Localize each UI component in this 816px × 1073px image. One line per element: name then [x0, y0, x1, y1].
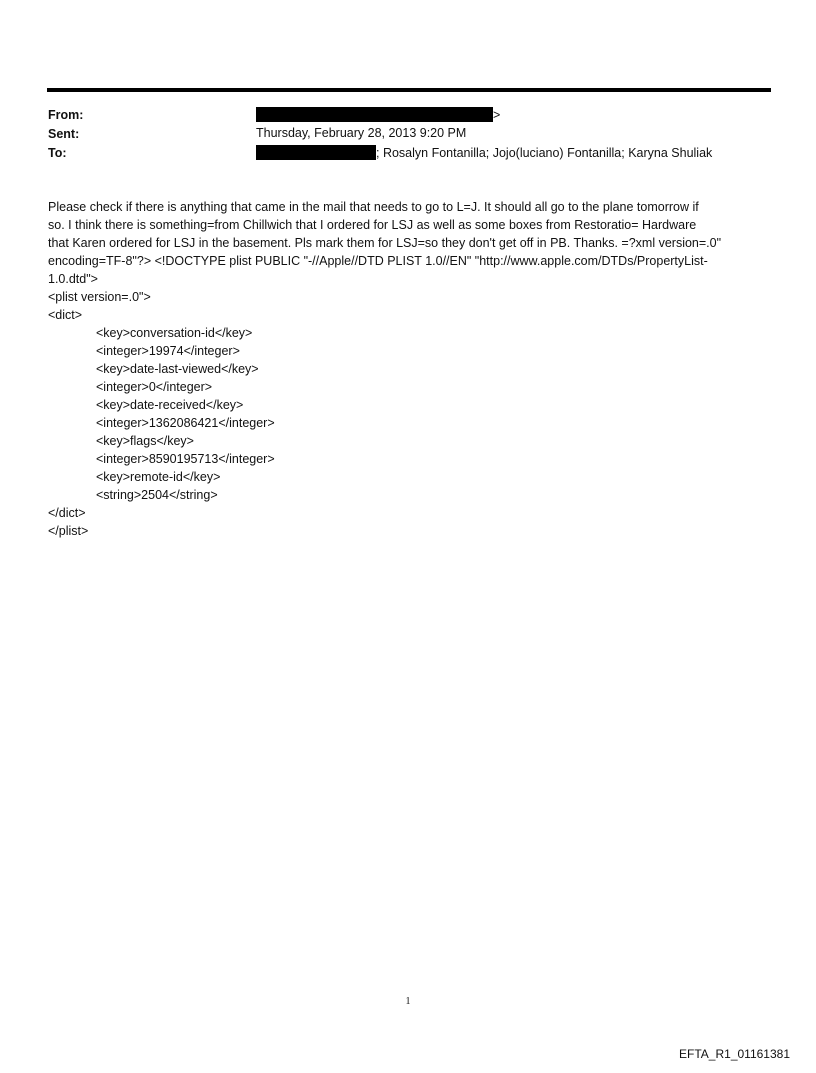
from-suffix: >: [493, 108, 501, 122]
dict-line: <key>remote-id</key>: [96, 470, 221, 484]
header-rule: [47, 88, 771, 92]
sent-label: Sent:: [48, 127, 80, 141]
dict-line: <integer>0</integer>: [96, 380, 213, 394]
to-label: To:: [48, 146, 67, 160]
dict-line: <integer>19974</integer>: [96, 344, 240, 358]
page-number: 1: [405, 996, 411, 1007]
message-body: [48, 198, 768, 540]
redaction-bar: [256, 145, 376, 160]
dict-line: <key>conversation-id</key>: [96, 326, 253, 340]
body-line: encoding=TF-8"?> <!DOCTYPE plist PUBLIC "-//Apple//DTD PLIST 1.0//EN" "http://www.apple.com/DTDs/PropertyList-: [48, 254, 708, 268]
redaction-bar: [256, 107, 493, 122]
bates-number: EFTA_R1_01161381: [679, 1047, 790, 1061]
dict-open: <dict>: [48, 308, 83, 322]
to-value: [256, 145, 712, 160]
body-line: so. I think there is something=from Chillwich that I ordered for LSJ as well as some boxes from Restoratio= Hardware: [48, 218, 697, 232]
dict-close: </dict>: [48, 506, 86, 520]
dict-line: <integer>1362086421</integer>: [96, 416, 275, 430]
dict-line: <key>date-last-viewed</key>: [96, 362, 259, 376]
dict-line: <string>2504</string>: [96, 488, 218, 502]
body-line: 1.0.dtd">: [48, 272, 98, 286]
plist-open: <plist version=.0">: [48, 290, 151, 304]
plist-close: </plist>: [48, 524, 89, 538]
to-recipients: ; Rosalyn Fontanilla; Jojo(luciano) Fontanilla; Karyna Shuliak: [376, 146, 713, 160]
dict-line: <integer>8590195713</integer>: [96, 452, 275, 466]
dict-line: <key>flags</key>: [96, 434, 194, 448]
dict-line: <key>date-received</key>: [96, 398, 244, 412]
body-line: that Karen ordered for LSJ in the basement. Pls mark them for LSJ=so they don't get off in PB. Thanks. =?xml version=.0": [48, 236, 722, 250]
sent-value: Thursday, February 28, 2013 9:20 PM: [256, 126, 467, 140]
from-value: [256, 107, 500, 122]
body-line: Please check if there is anything that came in the mail that needs to go to L=J. It should all go to the plane tomorrow if: [48, 200, 699, 214]
from-label: From:: [48, 108, 84, 122]
